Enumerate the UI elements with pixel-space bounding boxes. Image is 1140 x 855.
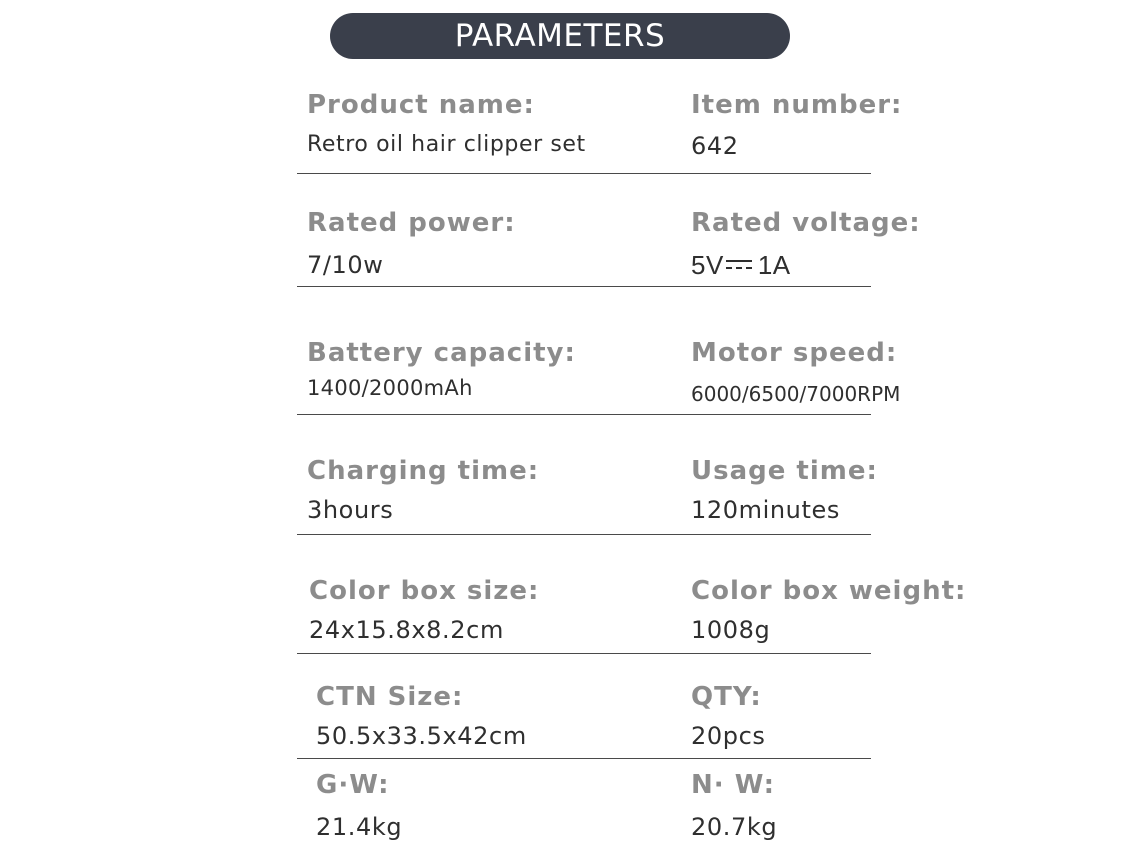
battery-capacity-value: 1400/2000mAh xyxy=(307,376,473,400)
net-weight-value: 20.7kg xyxy=(691,813,778,841)
motor-speed-label: Motor speed: xyxy=(691,338,898,368)
row-divider xyxy=(297,534,871,535)
ctn-size-label: CTN Size: xyxy=(316,682,464,712)
qty-value: 20pcs xyxy=(691,722,766,750)
rated-power-value: 7/10w xyxy=(307,251,384,279)
color-box-weight-label: Color box weight: xyxy=(691,576,967,606)
charging-time-label: Charging time: xyxy=(307,456,540,486)
gross-weight-label: G·W: xyxy=(316,770,390,800)
row-divider xyxy=(297,653,871,654)
item-number-label: Item number: xyxy=(691,90,903,120)
usage-time-value: 120minutes xyxy=(691,496,840,524)
gross-weight-value: 21.4kg xyxy=(316,813,403,841)
product-name-label: Product name: xyxy=(307,90,535,120)
qty-label: QTY: xyxy=(691,682,762,712)
net-weight-label: N· W: xyxy=(691,770,775,800)
row-divider xyxy=(297,758,871,759)
row-divider xyxy=(297,173,871,174)
ctn-size-value: 50.5x33.5x42cm xyxy=(316,722,527,750)
usage-time-label: Usage time: xyxy=(691,456,878,486)
row-divider xyxy=(297,286,871,287)
product-name-value: Retro oil hair clipper set xyxy=(307,132,586,157)
rated-voltage-amps: 1A xyxy=(757,250,791,280)
direct-current-icon xyxy=(726,258,752,272)
parameters-banner xyxy=(330,13,790,59)
charging-time-value: 3hours xyxy=(307,496,394,524)
color-box-size-label: Color box size: xyxy=(309,576,540,606)
motor-speed-value: 6000/6500/7000RPM xyxy=(691,382,901,406)
rated-voltage-value xyxy=(691,252,791,278)
rated-power-label: Rated power: xyxy=(307,208,516,238)
rated-voltage-label: Rated voltage: xyxy=(691,208,921,238)
banner-title: PARAMETERS xyxy=(454,17,666,54)
rated-voltage-volts: 5V xyxy=(691,250,724,280)
item-number-value: 642 xyxy=(691,132,739,160)
color-box-size-value: 24x15.8x8.2cm xyxy=(309,616,504,644)
row-divider xyxy=(297,414,871,415)
color-box-weight-value: 1008g xyxy=(691,616,771,644)
battery-capacity-label: Battery capacity: xyxy=(307,338,576,368)
